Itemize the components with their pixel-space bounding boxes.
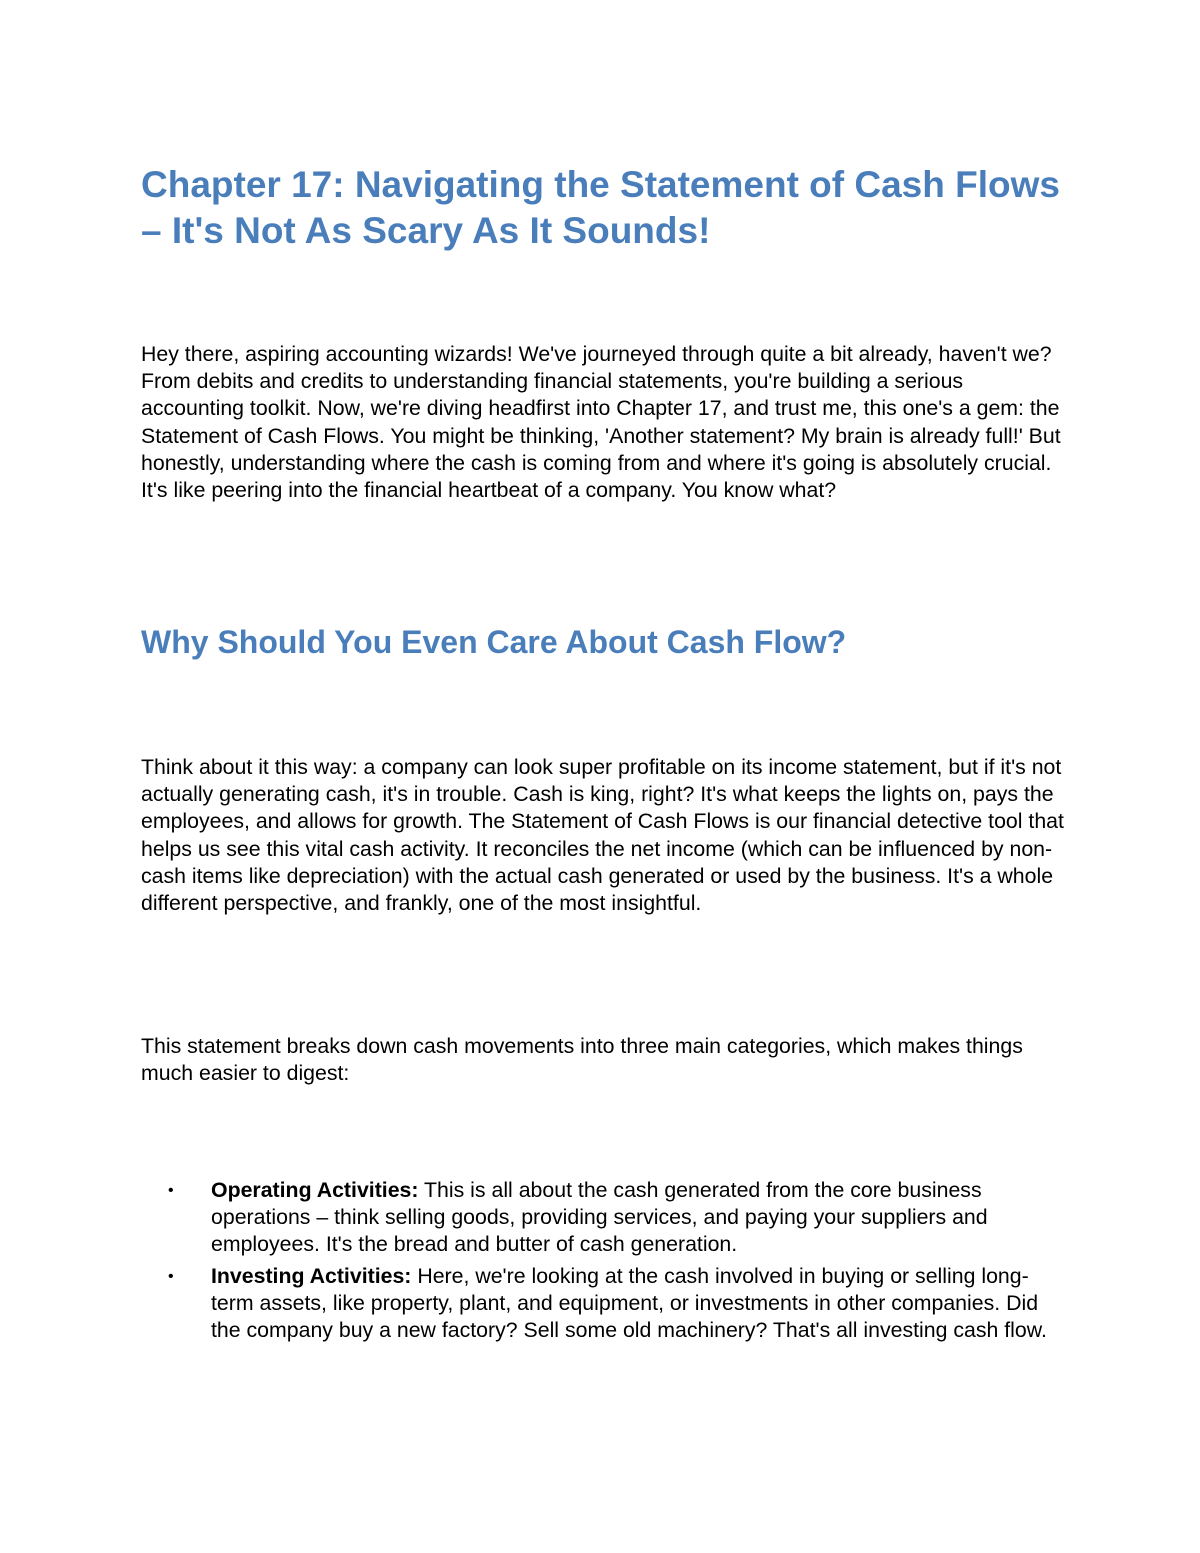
bullet-text: Here, we're looking at the cash involved in buying or selling long-term assets, like property, plant, and equipment, or investments in other companies. Did the company buy a new factory? Sell some old machinery? That's all investing cash flow. — [211, 1263, 1047, 1343]
list-item-operating — [141, 1177, 1071, 1259]
bullet-icon: • — [168, 1267, 174, 1285]
chapter-title: Chapter 17: Navigating the Statement of Cash Flows – It's Not As Scary As It Sounds! — [141, 164, 1060, 251]
bullet-text: This is all about the cash generated from the core business operations – think selling goods, providing services, and paying your suppliers and employees. It's the bread and butter of cash generation. — [211, 1178, 988, 1257]
section-heading: Why Should You Even Care About Cash Flow? — [141, 624, 847, 660]
bullet-term: Operating Activities: — [211, 1178, 419, 1202]
section-paragraph-2: This statement breaks down cash movements into three main categories, which makes things much easier to digest: — [141, 1034, 1023, 1086]
bullet-icon: • — [168, 1182, 174, 1199]
intro-paragraph: Hey there, aspiring accounting wizards! We've journeyed through quite a bit already, haven't we? From debits and credits to understanding financial statements, you're building a serious accounting toolkit. Now, we're diving headfirst into Chapter 17, and trust me, this one's a gem: the Statement of Cash Flows. You might be thinking, 'Another statement? My brain is already full!' But honestly, understanding where the cash is coming from and where it's going is absolutely crucial. It's like peering into the financial heartbeat of a company. You know what? — [141, 342, 1061, 503]
list-item-investing — [141, 1263, 1071, 1345]
section-paragraph-1: Think about it this way: a company can look super profitable on its income statement, but if it's not actually generating cash, it's in trouble. Cash is king, right? It's what keeps the lights on, pays the employees, and allows for growth. The Statement of Cash Flows is our financial detective tool that helps us see this vital cash activity. It reconciles the net income (which can be influenced by non-cash items like depreciation) with the actual cash generated or used by the business. It's a whole different perspective, and frankly, one of the most insightful. — [141, 755, 1064, 916]
bullet-term: Investing Activities: — [211, 1263, 412, 1288]
categories-list — [141, 1177, 1071, 1348]
